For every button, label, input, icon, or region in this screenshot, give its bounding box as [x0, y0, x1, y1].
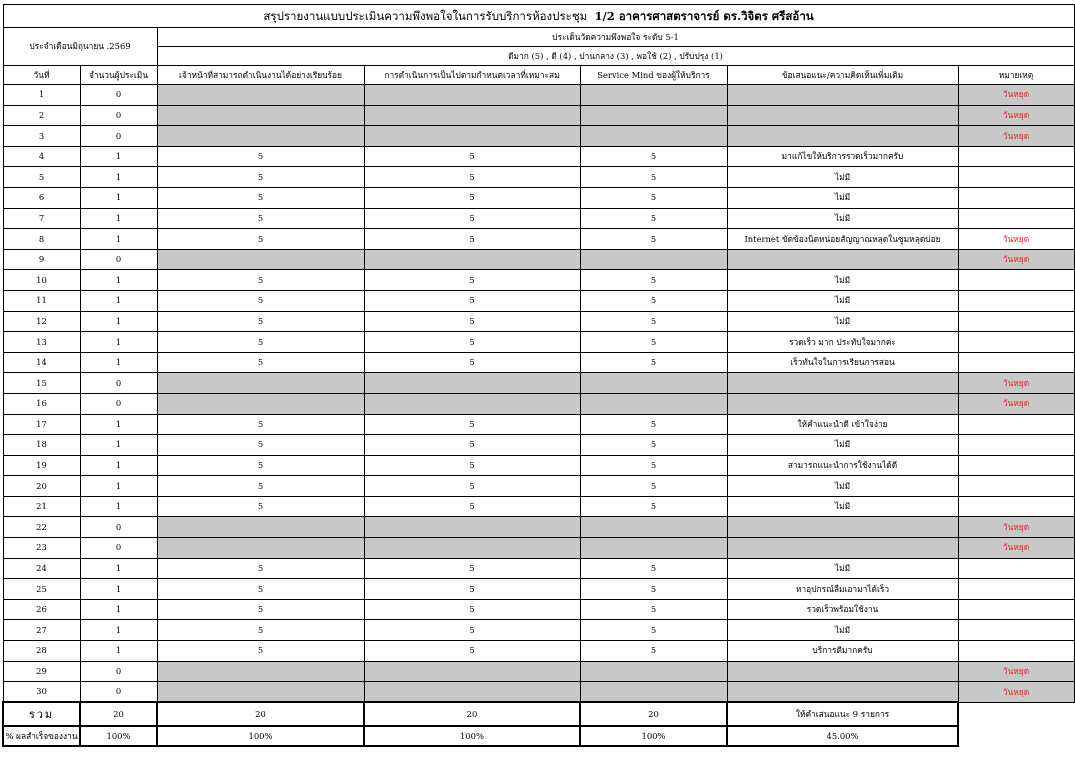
cell-count: 0: [80, 249, 157, 270]
cell-note: [958, 167, 1074, 188]
table-row: [3, 146, 1074, 167]
cell-count: 1: [80, 352, 157, 373]
cell-q3: 5: [580, 146, 727, 167]
cell-day: 21: [3, 496, 80, 517]
cell-count: 0: [80, 682, 157, 703]
col-header-count: จำนวนผู้ประเมิน: [80, 66, 157, 85]
cell-q2: [364, 126, 580, 147]
table-row: [3, 414, 1074, 435]
cell-day: 29: [3, 661, 80, 682]
cell-q1: 5: [157, 414, 364, 435]
cell-q3: 5: [580, 290, 727, 311]
table-row: [3, 661, 1074, 682]
cell-q1: 5: [157, 229, 364, 250]
cell-day: 14: [3, 352, 80, 373]
cell-day: 6: [3, 187, 80, 208]
cell-q3: [580, 661, 727, 682]
cell-note: วันหยุด: [958, 249, 1074, 270]
cell-q1: 5: [157, 311, 364, 332]
table-row: [3, 249, 1074, 270]
cell-q1: 5: [157, 352, 364, 373]
cell-q1: 5: [157, 167, 364, 188]
cell-q1: 5: [157, 558, 364, 579]
cell-day: 9: [3, 249, 80, 270]
cell-note: [958, 641, 1074, 662]
cell-q1: 5: [157, 146, 364, 167]
cell-q3: 5: [580, 167, 727, 188]
table-row: [3, 517, 1074, 538]
col-header-day: วันที่: [3, 66, 80, 85]
cell-q2: 5: [364, 435, 580, 456]
cell-comment: หาอุปกรณ์ลืมเอามาได้เร็ว: [727, 579, 958, 600]
cell-q3: [580, 85, 727, 106]
cell-q3: [580, 538, 727, 559]
cell-q3: [580, 105, 727, 126]
cell-count: 1: [80, 476, 157, 497]
cell-comment: รวดเร็ว มาก ประทับใจมากค่ะ: [727, 332, 958, 353]
cell-q1: 5: [157, 476, 364, 497]
table-row: [3, 332, 1074, 353]
cell-q2: 5: [364, 146, 580, 167]
cell-day: 10: [3, 270, 80, 291]
cell-q3: 5: [580, 352, 727, 373]
cell-q1: 5: [157, 270, 364, 291]
cell-q1: [157, 393, 364, 414]
cell-q1: 5: [157, 435, 364, 456]
cell-day: 24: [3, 558, 80, 579]
cell-q2: [364, 393, 580, 414]
cell-note: [958, 414, 1074, 435]
cell-q3: 5: [580, 229, 727, 250]
scale-legend: ดีมาก (5) , ดี (4) , ปานกลาง (3) , พอใช้ (2) , ปรับปรุง (1): [157, 47, 1074, 66]
cell-comment: ไม่มี: [727, 270, 958, 291]
cell-q3: 5: [580, 558, 727, 579]
cell-q2: 5: [364, 579, 580, 600]
cell-count: 1: [80, 496, 157, 517]
cell-q3: 5: [580, 414, 727, 435]
table-row: [3, 352, 1074, 373]
cell-comment: บริการดีมากครับ: [727, 641, 958, 662]
cell-q2: 5: [364, 558, 580, 579]
cell-q2: 5: [364, 187, 580, 208]
cell-q2: 5: [364, 620, 580, 641]
cell-q3: [580, 126, 727, 147]
cell-day: 28: [3, 641, 80, 662]
cell-q2: [364, 373, 580, 394]
table-row: [3, 105, 1074, 126]
cell-comment: ไม่มี: [727, 208, 958, 229]
cell-q2: 5: [364, 641, 580, 662]
cell-count: 1: [80, 455, 157, 476]
total-label: รวม: [3, 702, 80, 726]
cell-note: วันหยุด: [958, 538, 1074, 559]
percent-comment: 45.00%: [727, 726, 958, 746]
cell-q1: 5: [157, 641, 364, 662]
cell-q1: [157, 249, 364, 270]
cell-count: 1: [80, 620, 157, 641]
cell-q1: [157, 126, 364, 147]
cell-note: [958, 270, 1074, 291]
cell-q2: 5: [364, 496, 580, 517]
cell-comment: [727, 126, 958, 147]
cell-q1: 5: [157, 455, 364, 476]
cell-q2: 5: [364, 290, 580, 311]
month-label: ประจำเดือนมิถุนายน .2569: [3, 28, 157, 66]
cell-q2: 5: [364, 167, 580, 188]
total-comment: ให้คำเสนอแนะ 9 รายการ: [727, 702, 958, 726]
cell-q2: [364, 85, 580, 106]
cell-q2: 5: [364, 476, 580, 497]
cell-count: 1: [80, 599, 157, 620]
cell-day: 7: [3, 208, 80, 229]
cell-note: [958, 599, 1074, 620]
cell-note: [958, 579, 1074, 600]
cell-q1: 5: [157, 599, 364, 620]
cell-count: 1: [80, 208, 157, 229]
cell-day: 18: [3, 435, 80, 456]
cell-day: 23: [3, 538, 80, 559]
cell-comment: ไม่มี: [727, 187, 958, 208]
cell-day: 25: [3, 579, 80, 600]
cell-day: 5: [3, 167, 80, 188]
cell-day: 19: [3, 455, 80, 476]
cell-count: 1: [80, 290, 157, 311]
cell-q1: [157, 661, 364, 682]
cell-q2: 5: [364, 455, 580, 476]
cell-comment: ให้คำแนะนำดี เข้าใจง่าย: [727, 414, 958, 435]
cell-q1: [157, 373, 364, 394]
cell-note: วันหยุด: [958, 373, 1074, 394]
cell-day: 8: [3, 229, 80, 250]
cell-q3: 5: [580, 311, 727, 332]
table-row: [3, 641, 1074, 662]
table-row: [3, 538, 1074, 559]
cell-q1: [157, 682, 364, 703]
cell-comment: ไม่มี: [727, 558, 958, 579]
cell-count: 1: [80, 414, 157, 435]
cell-count: 1: [80, 167, 157, 188]
cell-q2: 5: [364, 352, 580, 373]
percent-row: [3, 726, 1074, 746]
table-row: [3, 579, 1074, 600]
col-header-q1: เจ้าหน้าที่สามารถดำเนินงานได้อย่างเรียบร้อย: [157, 66, 364, 85]
table-row: [3, 290, 1074, 311]
cell-q3: 5: [580, 599, 727, 620]
cell-q2: [364, 517, 580, 538]
cell-count: 0: [80, 373, 157, 394]
col-header-note: หมายเหตุ: [958, 66, 1074, 85]
cell-count: 0: [80, 85, 157, 106]
cell-count: 1: [80, 579, 157, 600]
cell-q3: 5: [580, 455, 727, 476]
cell-note: [958, 146, 1074, 167]
cell-note: [958, 208, 1074, 229]
percent-count: 100%: [80, 726, 157, 746]
total-row: [3, 702, 1074, 726]
cell-comment: สามารถแนะนำการใช้งานได้ดี: [727, 455, 958, 476]
cell-q3: [580, 682, 727, 703]
total-q3: 20: [580, 702, 727, 726]
cell-day: 17: [3, 414, 80, 435]
cell-q1: [157, 538, 364, 559]
cell-q2: 5: [364, 311, 580, 332]
cell-day: 15: [3, 373, 80, 394]
table-row: [3, 558, 1074, 579]
table-row: [3, 229, 1074, 250]
table-row: [3, 311, 1074, 332]
cell-q1: [157, 85, 364, 106]
table-row: [3, 126, 1074, 147]
cell-note: [958, 558, 1074, 579]
cell-count: 1: [80, 641, 157, 662]
cell-q1: 5: [157, 208, 364, 229]
cell-note: [958, 435, 1074, 456]
cell-day: 12: [3, 311, 80, 332]
report-title-prefix: สรุปรายงานแบบประเมินความพึงพอใจในการรับบริการห้องประชุม: [263, 8, 588, 23]
table-row: [3, 476, 1074, 497]
table-row: [3, 393, 1074, 414]
cell-q3: 5: [580, 496, 727, 517]
table-row: [3, 187, 1074, 208]
report-title: [3, 5, 1074, 28]
cell-count: 1: [80, 311, 157, 332]
table-row: [3, 435, 1074, 456]
table-row: [3, 496, 1074, 517]
cell-count: 1: [80, 229, 157, 250]
total-count: 20: [80, 702, 157, 726]
percent-q3: 100%: [580, 726, 727, 746]
cell-count: 1: [80, 558, 157, 579]
cell-day: 1: [3, 85, 80, 106]
cell-q3: 5: [580, 435, 727, 456]
cell-note: วันหยุด: [958, 393, 1074, 414]
table-row: [3, 270, 1074, 291]
cell-q3: 5: [580, 208, 727, 229]
cell-note: วันหยุด: [958, 661, 1074, 682]
cell-q1: [157, 105, 364, 126]
cell-q2: 5: [364, 414, 580, 435]
cell-count: 1: [80, 435, 157, 456]
percent-q1: 100%: [157, 726, 364, 746]
cell-comment: [727, 682, 958, 703]
table-row: [3, 208, 1074, 229]
col-header-q3: Service Mind ของผู้ให้บริการ: [580, 66, 727, 85]
cell-count: 0: [80, 661, 157, 682]
cell-comment: ไม่มี: [727, 290, 958, 311]
cell-q2: [364, 538, 580, 559]
cell-q2: 5: [364, 208, 580, 229]
empty-cell: [958, 726, 1074, 746]
cell-day: 3: [3, 126, 80, 147]
cell-q2: 5: [364, 270, 580, 291]
table-row: [3, 599, 1074, 620]
cell-q3: 5: [580, 270, 727, 291]
cell-day: 4: [3, 146, 80, 167]
empty-cell: [958, 702, 1074, 726]
cell-q3: 5: [580, 641, 727, 662]
cell-comment: เร็วทันใจในการเรียนการสอน: [727, 352, 958, 373]
cell-q2: [364, 661, 580, 682]
cell-note: วันหยุด: [958, 85, 1074, 106]
cell-day: 2: [3, 105, 80, 126]
col-header-comment: ข้อเสนอแนะ/ความคิดเห็นเพิ่มเติม: [727, 66, 958, 85]
cell-count: 0: [80, 105, 157, 126]
cell-comment: [727, 249, 958, 270]
cell-count: 1: [80, 146, 157, 167]
cell-note: [958, 476, 1074, 497]
cell-comment: [727, 373, 958, 394]
cell-comment: [727, 393, 958, 414]
cell-note: [958, 496, 1074, 517]
cell-count: 0: [80, 126, 157, 147]
cell-comment: รวดเร็วพร้อมใช้งาน: [727, 599, 958, 620]
cell-q2: [364, 249, 580, 270]
cell-day: 13: [3, 332, 80, 353]
cell-comment: Internet ขัดข้องนิดหน่อยสัญญาณหลุดในซูมหลุดบ่อย: [727, 229, 958, 250]
table-row: [3, 455, 1074, 476]
cell-q1: 5: [157, 620, 364, 641]
cell-note: วันหยุด: [958, 229, 1074, 250]
cell-q3: 5: [580, 187, 727, 208]
col-header-q2: การดำเนินการเป็นไปตามกำหนดเวลาที่เหมาะสม: [364, 66, 580, 85]
cell-day: 11: [3, 290, 80, 311]
cell-q1: 5: [157, 187, 364, 208]
cell-note: [958, 455, 1074, 476]
cell-note: วันหยุด: [958, 517, 1074, 538]
cell-comment: ไม่มี: [727, 167, 958, 188]
cell-q2: [364, 682, 580, 703]
cell-comment: [727, 105, 958, 126]
cell-comment: ไม่มี: [727, 476, 958, 497]
cell-q2: 5: [364, 332, 580, 353]
cell-note: วันหยุด: [958, 682, 1074, 703]
cell-day: 26: [3, 599, 80, 620]
cell-q3: [580, 517, 727, 538]
cell-q1: [157, 517, 364, 538]
cell-note: [958, 290, 1074, 311]
cell-note: วันหยุด: [958, 105, 1074, 126]
cell-note: [958, 187, 1074, 208]
report-title-bold: 1/2 อาคารศาสตราจารย์ ดร.วิจิตร ศรีสอ้าน: [594, 8, 814, 23]
cell-q3: [580, 249, 727, 270]
cell-day: 30: [3, 682, 80, 703]
satisfaction-report-table: [2, 4, 1075, 747]
cell-comment: [727, 538, 958, 559]
cell-q3: 5: [580, 579, 727, 600]
cell-comment: [727, 661, 958, 682]
table-row: [3, 167, 1074, 188]
cell-q3: [580, 373, 727, 394]
cell-comment: [727, 517, 958, 538]
percent-q2: 100%: [364, 726, 580, 746]
table-row: [3, 682, 1074, 703]
cell-q1: 5: [157, 579, 364, 600]
total-q1: 20: [157, 702, 364, 726]
cell-q3: 5: [580, 620, 727, 641]
cell-q2: 5: [364, 599, 580, 620]
percent-label: % ผลสำเร็จของงาน: [3, 726, 80, 746]
cell-q1: 5: [157, 290, 364, 311]
cell-count: 1: [80, 187, 157, 208]
cell-comment: มาแก้ไขให้บริการรวดเร็วมากครับ: [727, 146, 958, 167]
cell-comment: ไม่มี: [727, 496, 958, 517]
cell-q1: 5: [157, 332, 364, 353]
cell-q3: 5: [580, 332, 727, 353]
total-q2: 20: [364, 702, 580, 726]
table-row: [3, 85, 1074, 106]
cell-day: 20: [3, 476, 80, 497]
cell-day: 27: [3, 620, 80, 641]
cell-day: 16: [3, 393, 80, 414]
cell-count: 0: [80, 517, 157, 538]
cell-comment: ไม่มี: [727, 620, 958, 641]
cell-comment: ไม่มี: [727, 435, 958, 456]
cell-q2: 5: [364, 229, 580, 250]
table-row: [3, 620, 1074, 641]
cell-q3: [580, 393, 727, 414]
cell-q3: 5: [580, 476, 727, 497]
cell-note: วันหยุด: [958, 126, 1074, 147]
cell-note: [958, 332, 1074, 353]
cell-count: 0: [80, 538, 157, 559]
cell-comment: [727, 85, 958, 106]
cell-q1: 5: [157, 496, 364, 517]
cell-note: [958, 620, 1074, 641]
cell-day: 22: [3, 517, 80, 538]
cell-count: 1: [80, 332, 157, 353]
scale-title: ประเด็นวัดความพึงพอใจ ระดับ 5-1: [157, 28, 1074, 47]
cell-note: [958, 352, 1074, 373]
table-row: [3, 373, 1074, 394]
cell-count: 1: [80, 270, 157, 291]
cell-comment: ไม่มี: [727, 311, 958, 332]
cell-count: 0: [80, 393, 157, 414]
cell-q2: [364, 105, 580, 126]
cell-note: [958, 311, 1074, 332]
